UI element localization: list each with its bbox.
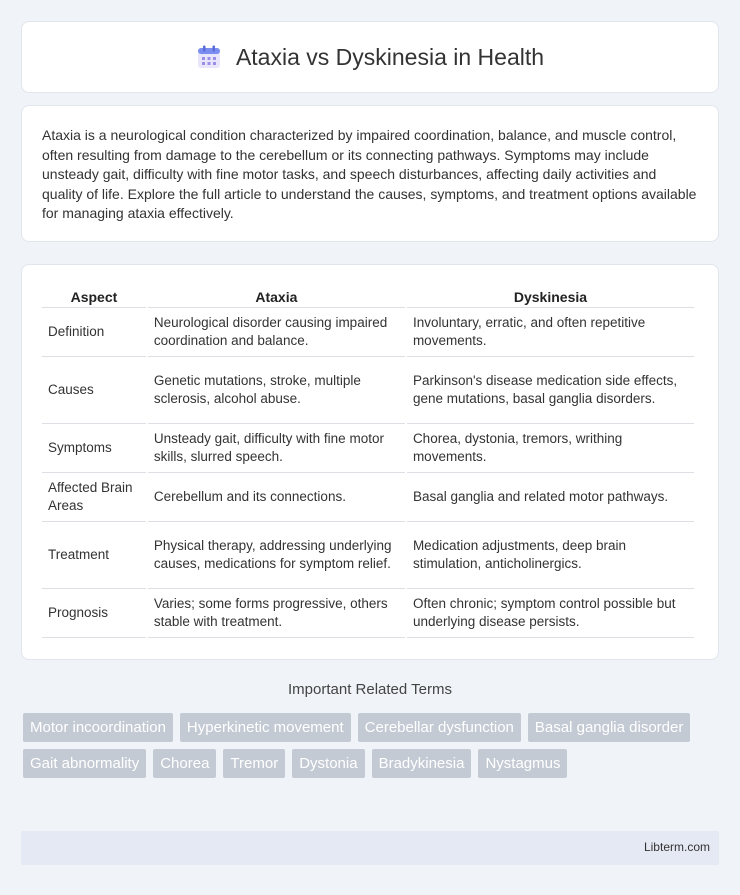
cell-aspect: Symptoms — [42, 424, 146, 473]
cell-aspect: Definition — [42, 308, 146, 357]
table-row — [42, 522, 694, 589]
table-row — [42, 589, 694, 638]
term-tag[interactable]: Motor incoordination — [23, 713, 173, 742]
comparison-card — [21, 264, 719, 660]
table-row — [42, 357, 694, 424]
table-header-row — [42, 285, 694, 308]
footer — [21, 831, 719, 865]
footer-site-link[interactable]: Libterm.com — [643, 840, 710, 854]
cell-dyskinesia: Often chronic; symptom control possible but underlying disease persists. — [407, 589, 694, 638]
term-tag[interactable]: Bradykinesia — [372, 749, 472, 778]
cell-dyskinesia: Parkinson's disease medication side effects, gene mutations, basal ganglia disorders. — [407, 357, 694, 424]
cell-aspect: Prognosis — [42, 589, 146, 638]
calendar-icon — [196, 44, 222, 70]
cell-aspect: Treatment — [42, 522, 146, 589]
cell-dyskinesia: Medication adjustments, deep brain stimulation, anticholinergics. — [407, 522, 694, 589]
term-tag[interactable]: Cerebellar dysfunction — [358, 713, 521, 742]
term-tag[interactable]: Tremor — [223, 749, 285, 778]
term-tag[interactable]: Basal ganglia disorder — [528, 713, 690, 742]
cell-ataxia: Genetic mutations, stroke, multiple sclerosis, alcohol abuse. — [148, 357, 405, 424]
cell-dyskinesia: Chorea, dystonia, tremors, writhing movements. — [407, 424, 694, 473]
header-aspect: Aspect — [42, 285, 146, 308]
intro-text: Ataxia is a neurological condition characterized by impaired coordination, balance, and muscle control, often resulting from damage to the cerebellum or its connecting pathways. Symptoms may include unsteady gait, difficulty with fine motor tasks, and speech disturbances, affecting daily activities and quality of life. Explore the full article to understand the causes, symptoms, and treatment options available for managing ataxia effectively. — [42, 127, 697, 221]
related-terms-list — [23, 713, 723, 778]
term-tag[interactable]: Gait abnormality — [23, 749, 146, 778]
term-tag[interactable]: Dystonia — [292, 749, 364, 778]
header-dyskinesia: Dyskinesia — [407, 285, 694, 308]
cell-ataxia: Unsteady gait, difficulty with fine motor skills, slurred speech. — [148, 424, 405, 473]
header-ataxia: Ataxia — [148, 285, 405, 308]
cell-ataxia: Physical therapy, addressing underlying causes, medications for symptom relief. — [148, 522, 405, 589]
term-tag[interactable]: Nystagmus — [478, 749, 567, 778]
cell-ataxia: Cerebellum and its connections. — [148, 473, 405, 522]
cell-dyskinesia: Basal ganglia and related motor pathways. — [407, 473, 694, 522]
cell-dyskinesia: Involuntary, erratic, and often repetitive movements. — [407, 308, 694, 357]
table-row — [42, 473, 694, 522]
title-card — [21, 21, 719, 93]
table-row — [42, 308, 694, 357]
cell-ataxia: Neurological disorder causing impaired coordination and balance. — [148, 308, 405, 357]
cell-aspect: Causes — [42, 357, 146, 424]
table-row — [42, 424, 694, 473]
cell-ataxia: Varies; some forms progressive, others stable with treatment. — [148, 589, 405, 638]
intro-card — [21, 105, 719, 242]
term-tag[interactable]: Chorea — [153, 749, 216, 778]
term-tag[interactable]: Hyperkinetic movement — [180, 713, 351, 742]
comparison-table — [40, 285, 696, 638]
related-terms-title: Important Related Terms — [288, 681, 452, 698]
cell-aspect: Affected Brain Areas — [42, 473, 146, 522]
page-title: Ataxia vs Dyskinesia in Health — [235, 43, 545, 70]
